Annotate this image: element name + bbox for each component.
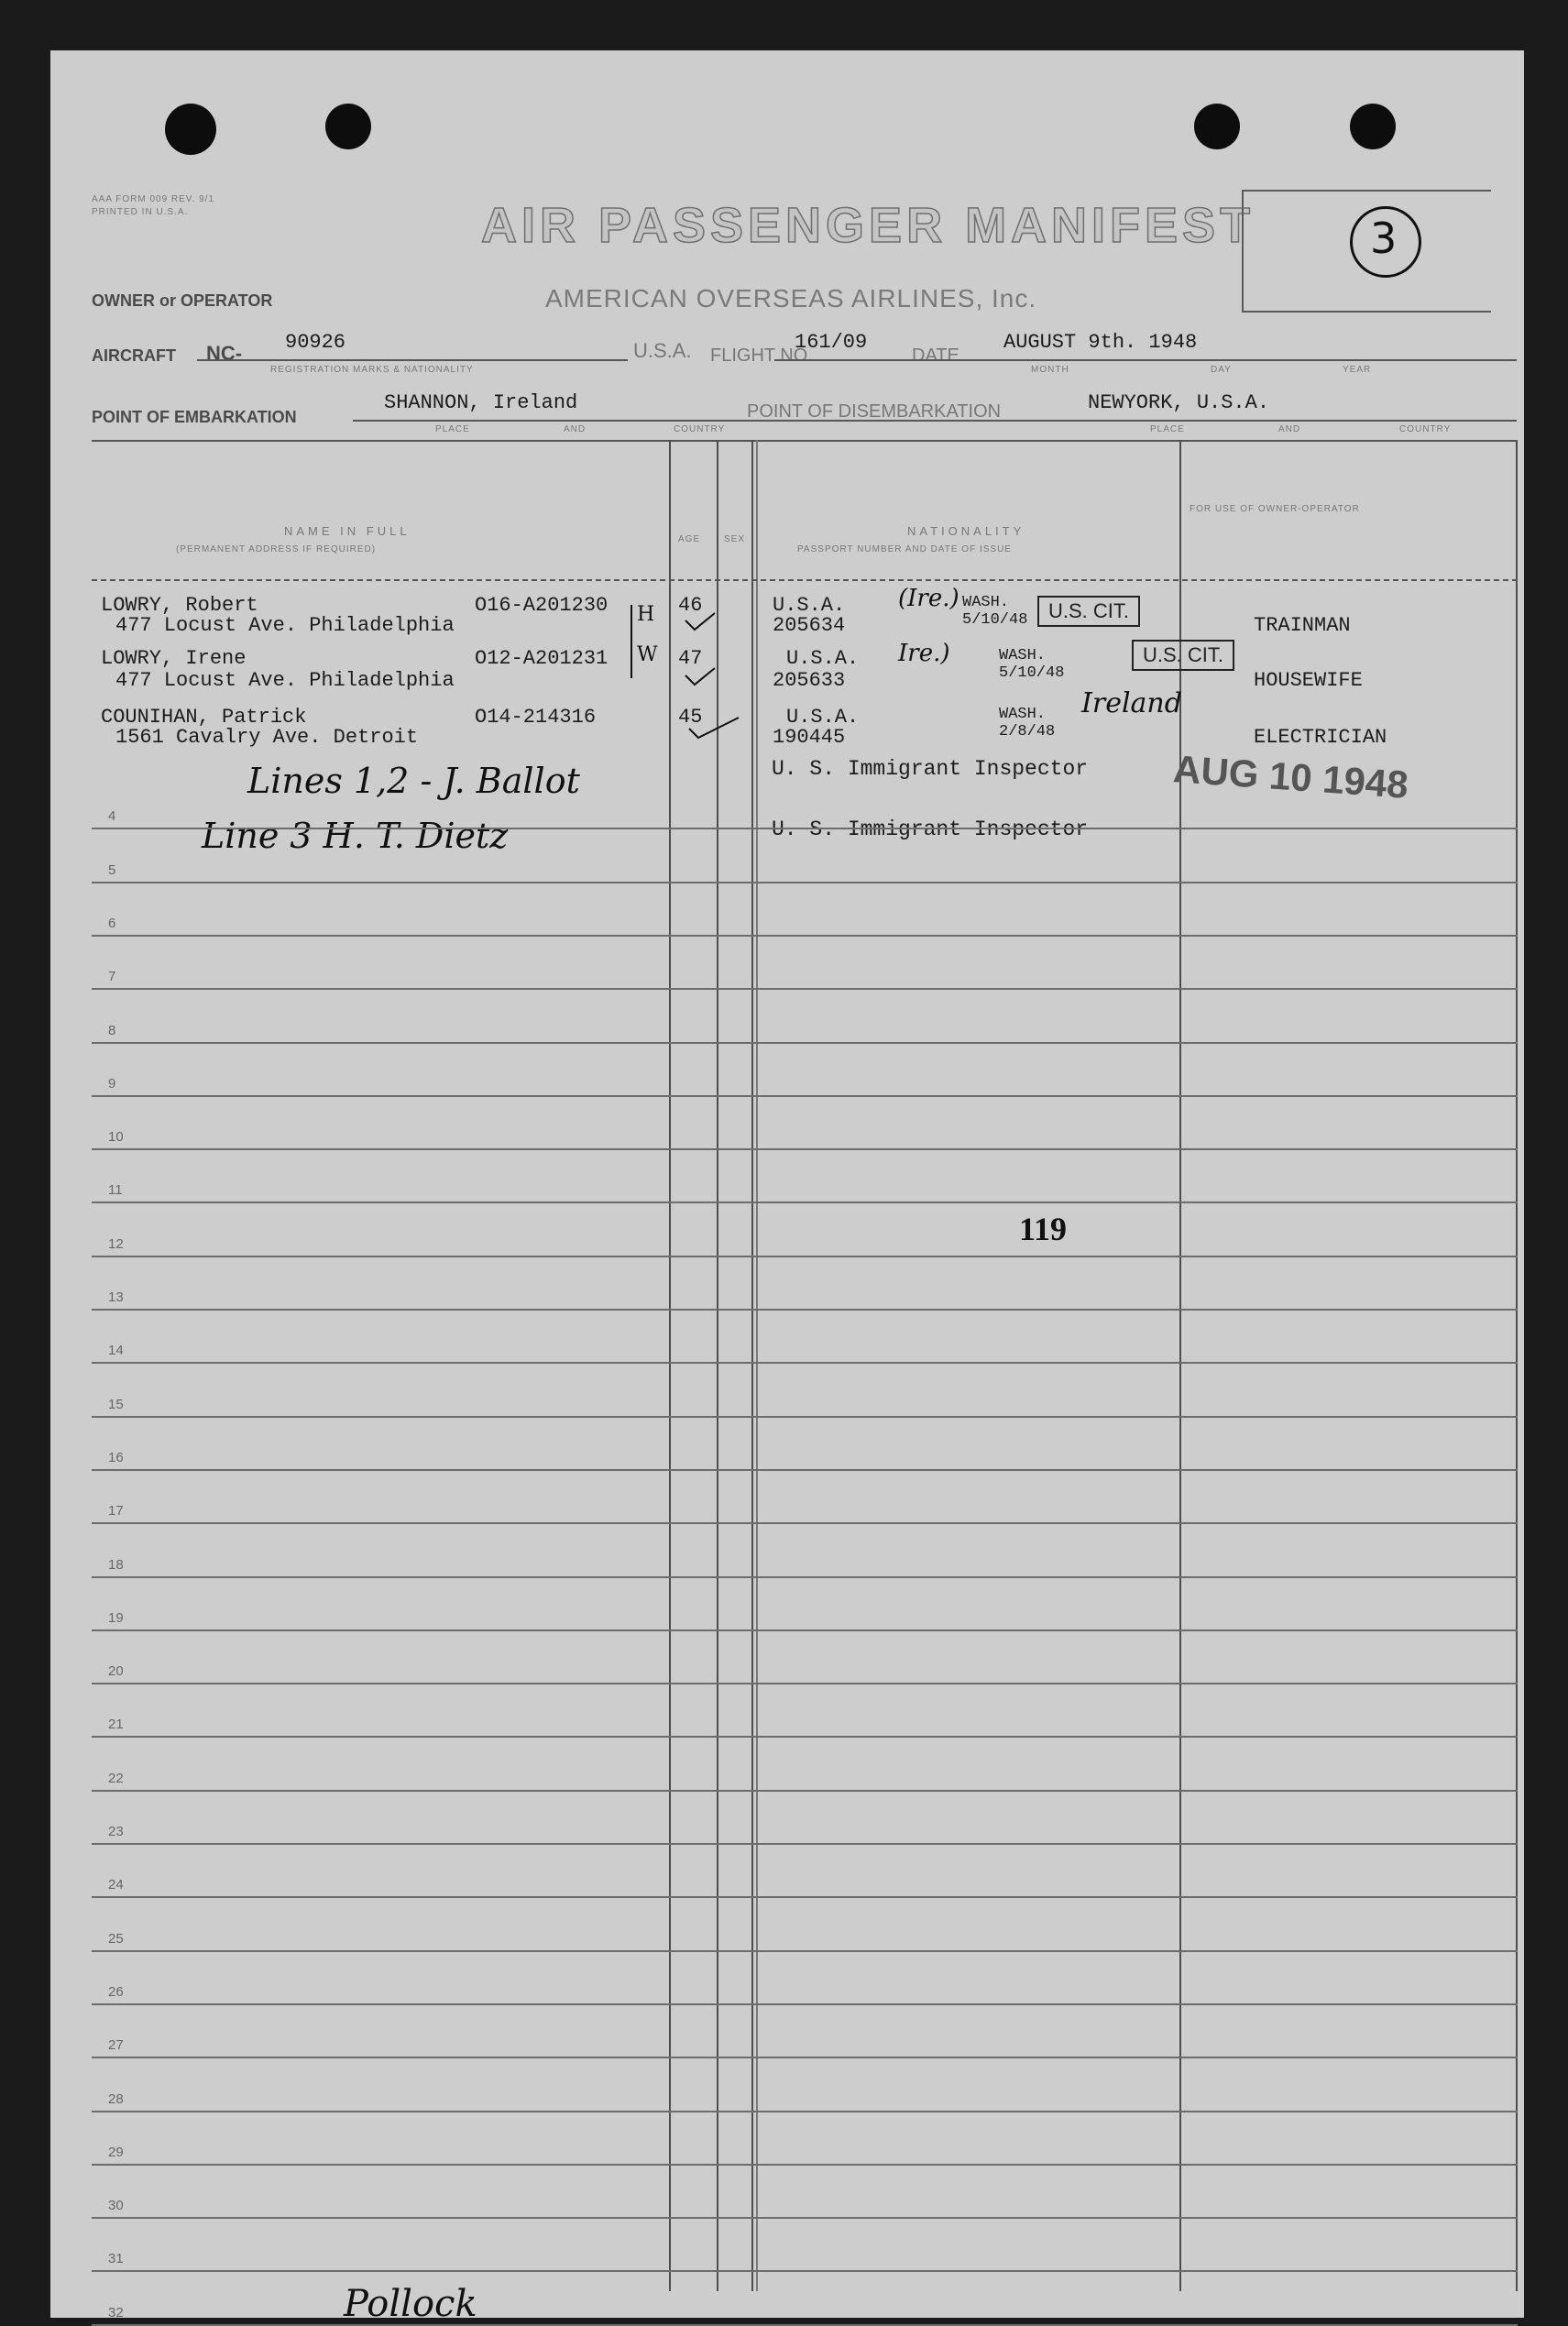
- flight-underline: [774, 359, 1517, 361]
- row-number: 30: [108, 2198, 124, 2214]
- checkmark-icon: [685, 613, 715, 630]
- row-line: [92, 2217, 1518, 2219]
- row-number: 12: [108, 1235, 124, 1252]
- and-caption-2: AND: [1278, 424, 1301, 434]
- checkmark-icon: [685, 668, 715, 685]
- handwritten-note: (Ire.): [898, 585, 959, 612]
- row-line: [92, 1095, 1518, 1097]
- row-line: [92, 2270, 1518, 2272]
- passenger-age: 45: [678, 706, 703, 729]
- row-line: [92, 1469, 1518, 1471]
- row-line: [92, 882, 1518, 883]
- row-number: 4: [108, 808, 116, 825]
- passenger-passport: 190445: [773, 726, 846, 749]
- row-number: 22: [108, 1770, 124, 1786]
- year-caption: YEAR: [1343, 365, 1372, 375]
- passenger-issued: WASH. 5/10/48: [962, 594, 1028, 629]
- column-header-owner-use: FOR USE OF OWNER-OPERATOR: [1190, 504, 1360, 514]
- relation-mark: H: [637, 603, 655, 626]
- row-number: 9: [108, 1075, 116, 1092]
- form-number: AAA FORM 009 REV. 9/1: [92, 194, 215, 204]
- country-caption-2: COUNTRY: [1399, 424, 1452, 434]
- passenger-nationality: U.S.A.: [786, 647, 860, 670]
- row-number: 25: [108, 1930, 124, 1947]
- row-line: [92, 1309, 1518, 1311]
- row-line: [92, 1843, 1518, 1845]
- checkmark-icon: [689, 718, 739, 738]
- row-line: [92, 828, 1518, 829]
- row-number: 13: [108, 1289, 124, 1305]
- row-number: 7: [108, 969, 116, 985]
- row-number: 5: [108, 861, 116, 878]
- column-divider: [669, 440, 671, 2291]
- column-header-name-sub: (PERMANENT ADDRESS IF REQUIRED): [176, 544, 377, 554]
- row-line: [92, 1950, 1518, 1952]
- passenger-name: LOWRY, Irene: [101, 647, 247, 670]
- disembarkation-value: NEWYORK, U.S.A.: [1088, 391, 1270, 414]
- owner-label: OWNER or OPERATOR: [92, 291, 273, 310]
- row-number: 18: [108, 1556, 124, 1573]
- inspector-signature: Line 3 H. T. Dietz: [202, 816, 509, 856]
- passenger-file-number: O16-A201230: [475, 594, 609, 617]
- row-line: [92, 1683, 1518, 1684]
- embarkation-underline: [353, 420, 1517, 422]
- punch-hole: [1194, 104, 1240, 149]
- column-header-nationality-sub: PASSPORT NUMBER AND DATE OF ISSUE: [797, 544, 1012, 554]
- passenger-issued: WASH. 2/8/48: [999, 706, 1056, 741]
- aircraft-caption: REGISTRATION MARKS & NATIONALITY: [270, 365, 474, 375]
- row-line: [92, 1362, 1518, 1364]
- row-number: 28: [108, 2090, 124, 2107]
- date-stamp: AUG 10 1948: [1171, 747, 1410, 806]
- inspector-signature: Lines 1,2 - J. Ballot: [247, 761, 580, 801]
- passenger-address: 477 Locust Ave. Philadelphia: [115, 614, 455, 637]
- row-line: [92, 1736, 1518, 1738]
- handwritten-note: Ire.): [898, 640, 950, 667]
- passenger-occupation: HOUSEWIFE: [1254, 669, 1363, 692]
- place-caption-2: PLACE: [1150, 424, 1185, 434]
- row-line: [92, 1522, 1518, 1524]
- row-line: [92, 1416, 1518, 1418]
- row-number: 24: [108, 1877, 124, 1893]
- country-code: U.S.A.: [633, 339, 692, 362]
- flight-number: 161/09: [795, 331, 868, 354]
- row-line: [92, 1201, 1518, 1203]
- passenger-address: 1561 Cavalry Ave. Detroit: [115, 726, 419, 749]
- passenger-name: COUNIHAN, Patrick: [101, 706, 307, 729]
- row-number: 27: [108, 2037, 124, 2054]
- form-title: AIR PASSENGER MANIFEST: [481, 198, 1255, 253]
- flight-label: FLIGHT NO.: [710, 346, 813, 366]
- row-line: [92, 2164, 1518, 2166]
- embarkation-value: SHANNON, Ireland: [384, 391, 578, 414]
- passenger-nationality: U.S.A.: [773, 594, 846, 617]
- row-number: 8: [108, 1022, 116, 1038]
- row-line: [92, 1629, 1518, 1631]
- row-number: 16: [108, 1449, 124, 1465]
- aircraft-number: 90926: [285, 331, 346, 354]
- row-line: [92, 2324, 1518, 2326]
- row-line: [92, 1576, 1518, 1578]
- row-number: 19: [108, 1609, 124, 1626]
- date-label: DATE: [912, 346, 959, 366]
- passenger-file-number: O12-A201231: [475, 647, 609, 670]
- aircraft-underline: [197, 359, 628, 361]
- passenger-occupation: ELECTRICIAN: [1254, 726, 1387, 749]
- punch-hole: [1350, 104, 1396, 149]
- column-divider: [751, 440, 753, 2291]
- row-line: [92, 1042, 1518, 1044]
- passenger-passport: 205634: [773, 614, 846, 637]
- bottom-signature: Pollock: [344, 2283, 477, 2325]
- row-line: [92, 2003, 1518, 2005]
- row-number: 6: [108, 915, 116, 931]
- citizenship-stamp: U.S. CIT.: [1037, 596, 1140, 627]
- passenger-occupation: TRAINMAN: [1254, 614, 1351, 637]
- passenger-nationality: U.S.A.: [786, 706, 860, 729]
- column-divider: [756, 440, 758, 2291]
- row-number: 14: [108, 1343, 124, 1359]
- row-line: [92, 1790, 1518, 1792]
- row-number: 10: [108, 1129, 124, 1146]
- row-line: [92, 1148, 1518, 1150]
- aircraft-label: AIRCRAFT: [92, 346, 176, 365]
- row-number: 20: [108, 1663, 124, 1680]
- passenger-file-number: O14-214316: [475, 706, 597, 729]
- relation-bracket: [630, 605, 632, 678]
- passenger-issued: WASH. 5/10/48: [999, 647, 1065, 682]
- row-line: [92, 2111, 1518, 2112]
- punch-hole: [325, 104, 371, 149]
- row-line: [92, 988, 1518, 990]
- row-line: [92, 1256, 1518, 1257]
- row-number: 23: [108, 1824, 124, 1839]
- table-top-line: [92, 440, 1518, 442]
- disembarkation-label: POINT OF DISEMBARKATION: [747, 401, 1002, 422]
- day-caption: DAY: [1211, 365, 1232, 375]
- passenger-age: 47: [678, 647, 703, 670]
- embarkation-label: POINT OF EMBARKATION: [92, 408, 297, 426]
- row-number: 31: [108, 2251, 124, 2267]
- month-caption: MONTH: [1031, 365, 1069, 375]
- header-bottom-line: [92, 579, 1518, 581]
- inspector-title: U. S. Immigrant Inspector: [772, 817, 1089, 841]
- punch-hole: [165, 104, 216, 155]
- place-caption: PLACE: [435, 424, 470, 434]
- row-number: 21: [108, 1717, 124, 1733]
- manifest-number: 3: [1370, 214, 1398, 263]
- column-header-name: NAME IN FULL: [284, 524, 411, 538]
- row-number: 29: [108, 2144, 124, 2160]
- row-line: [92, 935, 1518, 937]
- row-number: 32: [108, 2304, 124, 2321]
- column-divider: [1516, 440, 1518, 2291]
- relation-mark: W: [637, 643, 658, 666]
- manifest-sheet: [50, 50, 1524, 2325]
- owner-value: AMERICAN OVERSEAS AIRLINES, Inc.: [545, 284, 1037, 313]
- passenger-passport: 205633: [773, 669, 846, 692]
- column-header-age: AGE: [678, 534, 701, 544]
- citizenship-stamp: U.S. CIT.: [1132, 640, 1234, 671]
- inspector-title: U. S. Immigrant Inspector: [772, 757, 1089, 781]
- date-value: AUGUST 9th. 1948: [1003, 331, 1198, 354]
- and-caption: AND: [564, 424, 587, 434]
- row-line: [92, 1896, 1518, 1898]
- printed-in: PRINTED IN U.S.A.: [92, 207, 189, 217]
- row-number: 11: [108, 1182, 123, 1199]
- handwritten-ireland: Ireland: [1081, 687, 1182, 719]
- sex-checkmarks: [678, 609, 751, 774]
- row-number: 15: [108, 1396, 124, 1412]
- passenger-address: 477 Locust Ave. Philadelphia: [115, 669, 455, 692]
- page-number: 119: [1019, 1211, 1068, 1247]
- passenger-name: LOWRY, Robert: [101, 594, 258, 617]
- country-caption: COUNTRY: [674, 424, 726, 434]
- passenger-age: 46: [678, 594, 703, 617]
- column-header-nationality: NATIONALITY: [907, 524, 1025, 538]
- column-header-sex: SEX: [724, 534, 746, 544]
- row-number: 17: [108, 1503, 124, 1520]
- aircraft-prefix: NC-: [206, 342, 243, 365]
- row-line: [92, 2057, 1518, 2058]
- row-number: 26: [108, 1983, 124, 2000]
